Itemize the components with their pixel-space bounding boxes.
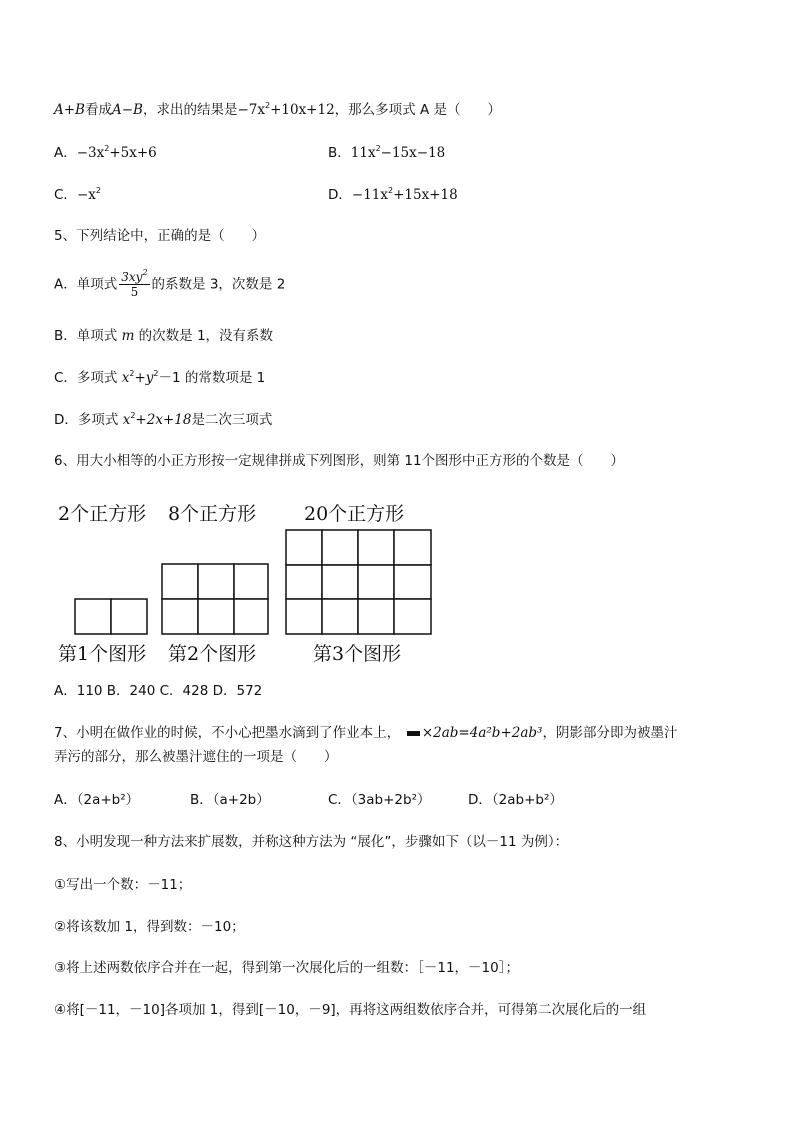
q7-option-b: B．（a+2b） bbox=[190, 792, 270, 808]
option-expr: −15x−18 bbox=[380, 145, 446, 161]
figure-label: 第1个图形 bbox=[58, 643, 147, 665]
q7-option-d: D．（2ab+b²） bbox=[468, 792, 563, 808]
option-label: D． bbox=[328, 187, 352, 203]
option-text: 的系数是 3，次数是 2 bbox=[151, 276, 286, 293]
square bbox=[322, 565, 358, 599]
square bbox=[198, 599, 234, 634]
square bbox=[394, 530, 431, 565]
square bbox=[358, 599, 394, 634]
q7-stem bbox=[54, 724, 677, 742]
q8-step-1: ①写出一个数：－11； bbox=[54, 877, 192, 893]
option-label: C． bbox=[54, 187, 77, 203]
square bbox=[358, 530, 394, 565]
q4-expr-a-plus-b: A+B bbox=[54, 102, 85, 118]
option-label: B． bbox=[328, 145, 351, 161]
exponent: 2 bbox=[375, 144, 381, 153]
square bbox=[234, 599, 268, 634]
q7-text: ，阴影部分即为被墨汁 bbox=[542, 725, 678, 741]
count-label: 8个正方形 bbox=[168, 503, 257, 525]
option-expr: −3x bbox=[76, 145, 105, 161]
square bbox=[162, 599, 198, 634]
square bbox=[234, 564, 268, 599]
q4-result-term: +10x+12 bbox=[270, 102, 335, 118]
q4-expr-a-minus-b: A−B bbox=[111, 102, 143, 118]
square bbox=[75, 599, 111, 634]
option-expr: −x bbox=[76, 187, 96, 203]
option-text: A．单项式 bbox=[54, 276, 118, 293]
q7-option-c: C．（3ab+2b²） bbox=[328, 792, 431, 808]
option-text: D．多项式 bbox=[54, 412, 119, 428]
square bbox=[286, 530, 322, 565]
count-label: 20个正方形 bbox=[304, 503, 405, 525]
q8-step-3: ③将上述两数依序合并在一起，得到第一次展化后的一组数：［－11，－10］； bbox=[54, 960, 519, 976]
q7-stem-line2: 弄污的部分，那么被墨汁遮住的一项是（ ） bbox=[54, 749, 338, 765]
q4-question: ，那么多项式 A 是（ ） bbox=[334, 102, 501, 118]
q6-options: A．110 B．240 C．428 D．572 bbox=[54, 683, 263, 699]
q7-text: 7、小明在做作业的时候，不小心把墨水滴到了作业本上， bbox=[54, 725, 394, 741]
numerator-text: 3xy bbox=[121, 270, 143, 284]
ink-blot-icon bbox=[407, 731, 420, 736]
option-expr: +5x+6 bbox=[109, 145, 157, 161]
count-label: 2个正方形 bbox=[58, 503, 147, 525]
exponent: 2 bbox=[104, 144, 110, 153]
option-expr: +15x+18 bbox=[393, 187, 458, 203]
square bbox=[358, 565, 394, 599]
square bbox=[322, 599, 358, 634]
fraction-denominator: 5 bbox=[130, 285, 139, 299]
exponent: 2 bbox=[153, 369, 159, 378]
square bbox=[286, 599, 322, 634]
figure-label: 第3个图形 bbox=[313, 643, 402, 665]
exponent: 2 bbox=[130, 411, 136, 420]
option-expr: x bbox=[122, 412, 131, 428]
option-expr: −11x bbox=[351, 187, 389, 203]
square bbox=[394, 565, 431, 599]
option-label: A． bbox=[54, 145, 77, 161]
q8-step-2: ②将该数加 1，得到数：－10； bbox=[54, 919, 245, 935]
q4-text: ，求出的结果是 bbox=[142, 102, 238, 118]
q7-equation: ×2ab=4a²b+2ab³ bbox=[421, 725, 543, 741]
square bbox=[322, 530, 358, 565]
option-text: B．单项式 bbox=[54, 328, 118, 344]
figure-3-grid bbox=[286, 530, 431, 634]
square bbox=[394, 599, 431, 634]
q6-stem: 6、用大小相等的小正方形按一定规律拼成下列图形，则第 11个图形中正方形的个数是（ ） bbox=[54, 453, 625, 469]
square bbox=[111, 599, 147, 634]
figure-1-grid bbox=[75, 599, 147, 634]
square bbox=[198, 564, 234, 599]
q4-text: 看成 bbox=[84, 102, 112, 118]
option-text: 的常数项是 1 bbox=[184, 370, 266, 386]
q8-step-4: ④将[－11，－10]各项加 1，得到[－10，－9]，再将这两组数依序合并，可得第二次展化后的一组 bbox=[54, 1002, 647, 1018]
option-text: 的次数是 1，没有系数 bbox=[138, 328, 274, 344]
square bbox=[162, 564, 198, 599]
square bbox=[286, 565, 322, 599]
option-text: C．多项式 bbox=[54, 370, 118, 386]
q5-stem: 5、下列结论中，正确的是（ ） bbox=[54, 228, 266, 244]
option-expr: －1 bbox=[158, 370, 181, 386]
q7-option-a: A．（2a+b²） bbox=[54, 792, 140, 808]
exponent: 2 bbox=[95, 186, 101, 195]
q4-result-term: −7x bbox=[237, 102, 265, 118]
q8-stem: 8、小明发现一种方法来扩展数，并称这种方法为 “展化”，步骤如下（以－11 为例）： bbox=[54, 834, 569, 850]
exponent: 2 bbox=[142, 268, 148, 277]
option-text: 是二次三项式 bbox=[191, 412, 273, 428]
figure-label: 第2个图形 bbox=[168, 643, 257, 665]
exponent: 2 bbox=[388, 186, 394, 195]
exponent: 2 bbox=[129, 369, 135, 378]
option-expr: x bbox=[121, 370, 130, 386]
exponent: 2 bbox=[264, 101, 271, 110]
option-expr: +y bbox=[134, 370, 154, 386]
variable-m: m bbox=[121, 328, 135, 344]
figure-2-grid bbox=[162, 564, 268, 634]
option-expr: 11x bbox=[350, 145, 376, 161]
option-expr: +2x+18 bbox=[135, 412, 192, 428]
